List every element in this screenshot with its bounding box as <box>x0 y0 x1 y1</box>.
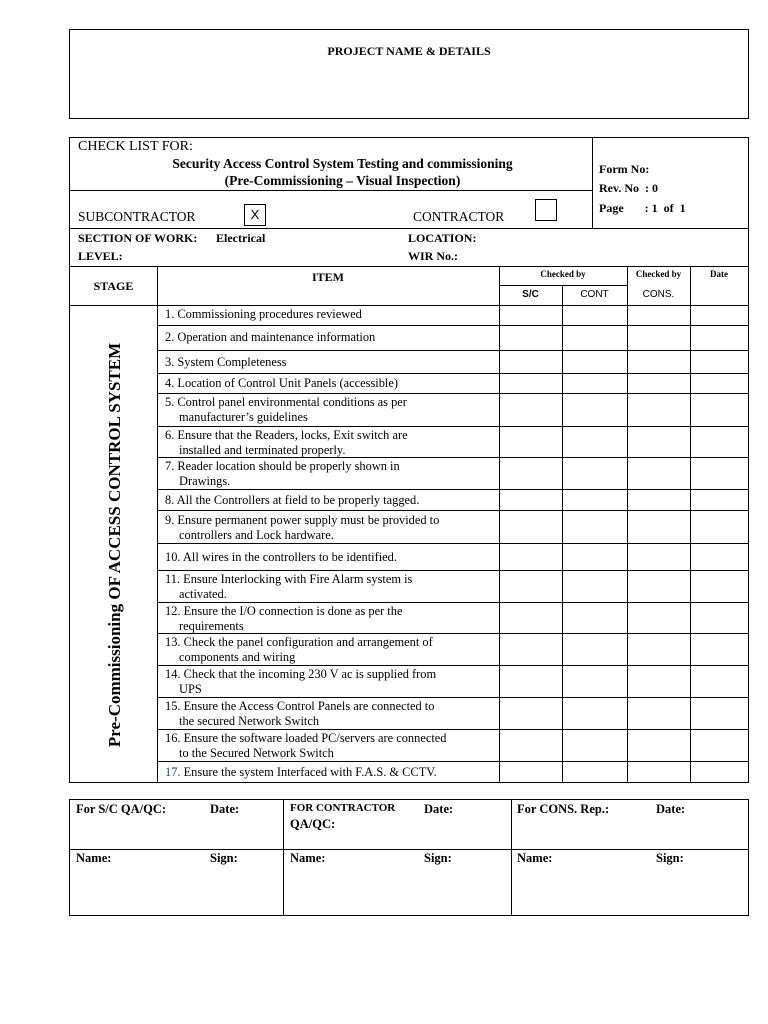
checklist-item <box>165 572 495 602</box>
item-text: Ensure the system Interfaced with F.A.S. & CCTV. <box>183 765 437 779</box>
signoff-rule <box>70 849 748 850</box>
sc-qaqc-label: For S/C QA/QC: <box>76 802 167 816</box>
level-label: LEVEL: <box>78 249 123 263</box>
date-header: Date <box>710 269 728 279</box>
rev-no-label: Rev. No : 0 <box>599 181 658 195</box>
sc-sign-label: Sign: <box>210 851 238 865</box>
signoff-divider-2 <box>511 800 512 915</box>
contractor-qaqc-line2: QA/QC: <box>290 817 336 831</box>
item-text-cont: Drawings. <box>179 474 231 488</box>
sc-name-label: Name: <box>76 851 112 865</box>
checklist-item <box>165 307 495 322</box>
location-label: LOCATION: <box>408 231 477 245</box>
row-rule <box>157 761 748 762</box>
row-rule <box>157 697 748 698</box>
item-text: Ensure the Access Control Panels are connected to <box>183 699 435 713</box>
signoff-divider-1 <box>283 800 284 915</box>
row-rule <box>157 350 748 351</box>
item-number: 4. <box>165 376 175 390</box>
row-rule <box>157 393 748 394</box>
item-number: 9. <box>165 513 175 527</box>
cons-rep-label: For CONS. Rep.: <box>517 802 610 816</box>
item-number: 12. <box>165 604 181 618</box>
page-label: Page : 1 of 1 <box>599 201 686 215</box>
item-number: 7. <box>165 459 175 473</box>
item-number: 13. <box>165 635 181 649</box>
col-line-sc <box>562 285 563 782</box>
item-text-cont: controllers and Lock hardware. <box>179 528 334 542</box>
checklist-item <box>165 635 495 665</box>
item-text: Operation and maintenance information <box>177 330 376 344</box>
project-title: PROJECT NAME & DETAILS <box>327 44 491 58</box>
col-line-cont <box>627 266 628 782</box>
item-text-cont: components and wiring <box>179 650 296 664</box>
checklist-item <box>165 513 495 543</box>
subcontractor-checkbox[interactable]: X <box>244 204 266 226</box>
checklist-item <box>165 765 495 780</box>
checklist-item <box>165 493 495 508</box>
header-rule-3 <box>70 266 748 267</box>
item-number: 5. <box>165 395 175 409</box>
checklist-item <box>165 330 495 345</box>
cons-name-label: Name: <box>517 851 553 865</box>
row-rule <box>157 325 748 326</box>
item-number: 1. <box>165 307 175 321</box>
row-rule <box>157 729 748 730</box>
row-rule <box>157 665 748 666</box>
contractor-date-label: Date: <box>424 802 454 816</box>
item-number: 16. <box>165 731 181 745</box>
item-text: Ensure the I/O connection is done as per the <box>183 604 403 618</box>
checked-by-sc-cont-header: Checked by <box>540 269 586 279</box>
stage-header: STAGE <box>93 279 134 293</box>
item-text: Check the panel configuration and arrangement of <box>183 635 433 649</box>
col-line-stage <box>157 266 158 782</box>
item-number: 10. <box>165 550 181 564</box>
row-rule <box>157 510 748 511</box>
row-rule <box>157 570 748 571</box>
contractor-sign-label: Sign: <box>424 851 452 865</box>
item-number: 15. <box>165 699 181 713</box>
contractor-label: CONTRACTOR <box>413 209 505 224</box>
checklist-item <box>165 699 495 729</box>
sc-header: S/C <box>522 289 539 300</box>
item-number: 14. <box>165 667 181 681</box>
item-text-cont: to the Secured Network Switch <box>179 746 334 760</box>
checklist-item <box>165 355 495 370</box>
item-text-cont: UPS <box>179 682 202 696</box>
row-rule <box>157 373 748 374</box>
col-line-item <box>499 266 500 782</box>
checklist-for-label: CHECK LIST FOR: <box>78 139 193 154</box>
row-rule <box>157 489 748 490</box>
item-text-cont: installed and terminated properly. <box>179 443 346 457</box>
cons-sign-label: Sign: <box>656 851 684 865</box>
item-number: 8. <box>165 493 175 507</box>
cont-header: CONT <box>580 289 609 300</box>
checked-by-cons-header: Checked by <box>635 269 682 279</box>
cons-date-label: Date: <box>656 802 686 816</box>
contractor-checkbox[interactable] <box>535 199 557 221</box>
section-of-work-value: Electrical <box>216 231 266 245</box>
form-title-line1: Security Access Control System Testing and commissioning <box>172 156 513 171</box>
checklist-item <box>165 667 495 697</box>
item-text: Control panel environmental conditions as per <box>177 395 407 409</box>
checklist-item <box>165 459 495 489</box>
item-text: System Completeness <box>177 355 287 369</box>
item-text-cont: requirements <box>179 619 244 633</box>
col-line-cons <box>690 266 691 782</box>
checklist-item <box>165 428 495 458</box>
form-title-line2: (Pre-Commissioning – Visual Inspection) <box>224 173 461 188</box>
checklist-item <box>165 376 495 391</box>
item-header: ITEM <box>311 270 344 284</box>
checked-by-rule <box>499 285 627 286</box>
item-number: 3. <box>165 355 175 369</box>
item-text: Ensure the software loaded PC/servers are connected <box>183 731 447 745</box>
item-text-cont: manufacturer’s guidelines <box>179 410 308 424</box>
row-rule <box>157 426 748 427</box>
item-text: Ensure permanent power supply must be provided to <box>177 513 440 527</box>
wir-no-label: WIR No.: <box>408 249 458 263</box>
item-text: Ensure that the Readers, locks, Exit switch are <box>177 428 408 442</box>
item-text: Check that the incoming 230 V ac is supplied from <box>183 667 437 681</box>
contractor-qaqc-line1: FOR CONTRACTOR <box>290 802 396 814</box>
section-of-work-label: SECTION OF WORK: <box>78 231 198 245</box>
subcontractor-label: SUBCONTRACTOR <box>78 209 196 224</box>
checklist-item <box>165 731 495 761</box>
item-text-cont: the secured Network Switch <box>179 714 320 728</box>
form-no-label: Form No: <box>599 162 650 176</box>
row-rule <box>157 543 748 544</box>
checklist-item <box>165 604 495 634</box>
cons-header: CONS. <box>642 289 675 300</box>
item-text: Ensure Interlocking with Fire Alarm system is <box>183 572 413 586</box>
signoff-frame <box>69 799 749 916</box>
item-text: All wires in the controllers to be identified. <box>182 550 397 564</box>
item-text: Commissioning procedures reviewed <box>177 307 362 321</box>
item-text: Reader location should be properly shown in <box>177 459 400 473</box>
project-details-box <box>69 29 749 119</box>
row-rule <box>157 602 748 603</box>
item-number: 11. <box>165 572 181 586</box>
checklist-item <box>165 395 495 425</box>
item-number: 2. <box>165 330 175 344</box>
header-rule-2 <box>70 228 748 229</box>
item-number: 6. <box>165 428 175 442</box>
header-rule-1 <box>70 190 592 191</box>
checklist-item <box>165 550 495 565</box>
table-header-rule <box>70 305 748 306</box>
item-text: All the Controllers at field to be properly tagged. <box>176 493 420 507</box>
sc-date-label: Date: <box>210 802 240 816</box>
contractor-name-label: Name: <box>290 851 326 865</box>
item-text-cont: activated. <box>179 587 227 601</box>
stage-label: Pre-Commissioning OF ACCESS CONTROL SYSTEM <box>105 342 124 748</box>
item-text: Location of Control Unit Panels (accessible) <box>177 376 398 390</box>
item-number: 17. <box>165 765 181 779</box>
